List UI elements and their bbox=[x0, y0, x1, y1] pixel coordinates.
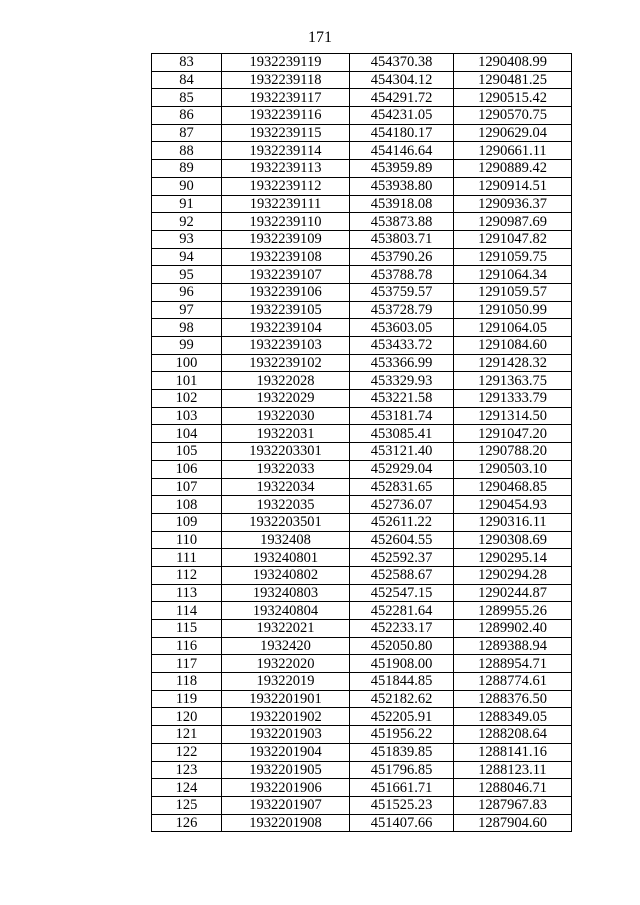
y-coordinate-cell: 1290889.42 bbox=[454, 160, 572, 178]
point-id-cell: 19322030 bbox=[222, 407, 350, 425]
y-coordinate-cell: 1287967.83 bbox=[454, 796, 572, 814]
table-row bbox=[152, 54, 572, 72]
table-row bbox=[152, 496, 572, 514]
point-id-cell: 1932239111 bbox=[222, 195, 350, 213]
point-id-cell: 1932201902 bbox=[222, 708, 350, 726]
x-coordinate-cell: 453121.40 bbox=[350, 443, 454, 461]
y-coordinate-cell: 1289388.94 bbox=[454, 637, 572, 655]
x-coordinate-cell: 453790.26 bbox=[350, 248, 454, 266]
table-row bbox=[152, 779, 572, 797]
x-coordinate-cell: 453959.89 bbox=[350, 160, 454, 178]
table-row bbox=[152, 142, 572, 160]
table-row bbox=[152, 673, 572, 691]
x-coordinate-cell: 451839.85 bbox=[350, 743, 454, 761]
table-row bbox=[152, 230, 572, 248]
y-coordinate-cell: 1290294.28 bbox=[454, 566, 572, 584]
table-row bbox=[152, 726, 572, 744]
x-coordinate-cell: 451956.22 bbox=[350, 726, 454, 744]
table-row bbox=[152, 566, 572, 584]
table-row bbox=[152, 213, 572, 231]
point-number-cell: 110 bbox=[152, 531, 222, 549]
x-coordinate-cell: 453759.57 bbox=[350, 283, 454, 301]
table-row bbox=[152, 124, 572, 142]
x-coordinate-cell: 453181.74 bbox=[350, 407, 454, 425]
table-row bbox=[152, 266, 572, 284]
point-id-cell: 19322020 bbox=[222, 655, 350, 673]
point-id-cell: 1932203301 bbox=[222, 443, 350, 461]
x-coordinate-cell: 453788.78 bbox=[350, 266, 454, 284]
x-coordinate-cell: 452050.80 bbox=[350, 637, 454, 655]
table-row bbox=[152, 425, 572, 443]
y-coordinate-cell: 1290468.85 bbox=[454, 478, 572, 496]
point-id-cell: 1932239117 bbox=[222, 89, 350, 107]
point-number-cell: 124 bbox=[152, 779, 222, 797]
point-number-cell: 120 bbox=[152, 708, 222, 726]
table-row bbox=[152, 478, 572, 496]
point-id-cell: 193240804 bbox=[222, 602, 350, 620]
point-number-cell: 99 bbox=[152, 337, 222, 355]
page-number: 171 bbox=[308, 29, 332, 46]
point-number-cell: 123 bbox=[152, 761, 222, 779]
point-number-cell: 109 bbox=[152, 513, 222, 531]
x-coordinate-cell: 453433.72 bbox=[350, 337, 454, 355]
point-id-cell: 1932203501 bbox=[222, 513, 350, 531]
point-number-cell: 118 bbox=[152, 673, 222, 691]
x-coordinate-cell: 453728.79 bbox=[350, 301, 454, 319]
y-coordinate-cell: 1290661.11 bbox=[454, 142, 572, 160]
x-coordinate-cell: 452547.15 bbox=[350, 584, 454, 602]
table-row bbox=[152, 743, 572, 761]
point-id-cell: 193240801 bbox=[222, 549, 350, 567]
point-id-cell: 1932239103 bbox=[222, 337, 350, 355]
table-body bbox=[152, 54, 572, 832]
y-coordinate-cell: 1291059.75 bbox=[454, 248, 572, 266]
x-coordinate-cell: 453221.58 bbox=[350, 390, 454, 408]
y-coordinate-cell: 1291050.99 bbox=[454, 301, 572, 319]
table-row bbox=[152, 195, 572, 213]
y-coordinate-cell: 1291333.79 bbox=[454, 390, 572, 408]
y-coordinate-cell: 1290788.20 bbox=[454, 443, 572, 461]
point-number-cell: 115 bbox=[152, 620, 222, 638]
x-coordinate-cell: 451844.85 bbox=[350, 673, 454, 691]
table-row bbox=[152, 708, 572, 726]
table-row bbox=[152, 602, 572, 620]
y-coordinate-cell: 1290503.10 bbox=[454, 460, 572, 478]
y-coordinate-cell: 1291064.05 bbox=[454, 319, 572, 337]
point-number-cell: 84 bbox=[152, 71, 222, 89]
point-id-cell: 1932201907 bbox=[222, 796, 350, 814]
y-coordinate-cell: 1290987.69 bbox=[454, 213, 572, 231]
table-row bbox=[152, 443, 572, 461]
point-number-cell: 116 bbox=[152, 637, 222, 655]
table-row bbox=[152, 549, 572, 567]
point-number-cell: 88 bbox=[152, 142, 222, 160]
x-coordinate-cell: 451796.85 bbox=[350, 761, 454, 779]
table-row bbox=[152, 531, 572, 549]
x-coordinate-cell: 451908.00 bbox=[350, 655, 454, 673]
point-number-cell: 87 bbox=[152, 124, 222, 142]
point-id-cell: 19322019 bbox=[222, 673, 350, 691]
y-coordinate-cell: 1290244.87 bbox=[454, 584, 572, 602]
point-id-cell: 1932239116 bbox=[222, 107, 350, 125]
point-id-cell: 19322033 bbox=[222, 460, 350, 478]
point-number-cell: 98 bbox=[152, 319, 222, 337]
point-id-cell: 1932239115 bbox=[222, 124, 350, 142]
y-coordinate-cell: 1288954.71 bbox=[454, 655, 572, 673]
point-number-cell: 100 bbox=[152, 354, 222, 372]
point-id-cell: 1932201901 bbox=[222, 690, 350, 708]
point-number-cell: 119 bbox=[152, 690, 222, 708]
point-number-cell: 103 bbox=[152, 407, 222, 425]
x-coordinate-cell: 452588.67 bbox=[350, 566, 454, 584]
y-coordinate-cell: 1288141.16 bbox=[454, 743, 572, 761]
x-coordinate-cell: 452182.62 bbox=[350, 690, 454, 708]
point-number-cell: 107 bbox=[152, 478, 222, 496]
point-number-cell: 121 bbox=[152, 726, 222, 744]
table-row bbox=[152, 160, 572, 178]
x-coordinate-cell: 454291.72 bbox=[350, 89, 454, 107]
x-coordinate-cell: 452929.04 bbox=[350, 460, 454, 478]
table-row bbox=[152, 71, 572, 89]
table-row bbox=[152, 460, 572, 478]
y-coordinate-cell: 1291314.50 bbox=[454, 407, 572, 425]
point-number-cell: 102 bbox=[152, 390, 222, 408]
table-row bbox=[152, 337, 572, 355]
point-number-cell: 105 bbox=[152, 443, 222, 461]
point-number-cell: 83 bbox=[152, 54, 222, 72]
point-id-cell: 1932239114 bbox=[222, 142, 350, 160]
y-coordinate-cell: 1290481.25 bbox=[454, 71, 572, 89]
point-number-cell: 114 bbox=[152, 602, 222, 620]
y-coordinate-cell: 1290454.93 bbox=[454, 496, 572, 514]
point-id-cell: 1932239107 bbox=[222, 266, 350, 284]
point-number-cell: 90 bbox=[152, 177, 222, 195]
point-number-cell: 86 bbox=[152, 107, 222, 125]
point-number-cell: 125 bbox=[152, 796, 222, 814]
x-coordinate-cell: 453918.08 bbox=[350, 195, 454, 213]
point-id-cell: 1932239104 bbox=[222, 319, 350, 337]
y-coordinate-cell: 1290295.14 bbox=[454, 549, 572, 567]
y-coordinate-cell: 1287904.60 bbox=[454, 814, 572, 832]
x-coordinate-cell: 454370.38 bbox=[350, 54, 454, 72]
x-coordinate-cell: 453085.41 bbox=[350, 425, 454, 443]
point-number-cell: 85 bbox=[152, 89, 222, 107]
y-coordinate-cell: 1290308.69 bbox=[454, 531, 572, 549]
y-coordinate-cell: 1290316.11 bbox=[454, 513, 572, 531]
x-coordinate-cell: 453803.71 bbox=[350, 230, 454, 248]
point-number-cell: 91 bbox=[152, 195, 222, 213]
table-row bbox=[152, 354, 572, 372]
y-coordinate-cell: 1290629.04 bbox=[454, 124, 572, 142]
x-coordinate-cell: 453329.93 bbox=[350, 372, 454, 390]
x-coordinate-cell: 451661.71 bbox=[350, 779, 454, 797]
x-coordinate-cell: 452611.22 bbox=[350, 513, 454, 531]
table-row bbox=[152, 584, 572, 602]
y-coordinate-cell: 1291363.75 bbox=[454, 372, 572, 390]
table-row bbox=[152, 248, 572, 266]
x-coordinate-cell: 451407.66 bbox=[350, 814, 454, 832]
point-id-cell: 19322031 bbox=[222, 425, 350, 443]
y-coordinate-cell: 1291428.32 bbox=[454, 354, 572, 372]
y-coordinate-cell: 1288774.61 bbox=[454, 673, 572, 691]
point-id-cell: 19322029 bbox=[222, 390, 350, 408]
y-coordinate-cell: 1291047.20 bbox=[454, 425, 572, 443]
y-coordinate-cell: 1290936.37 bbox=[454, 195, 572, 213]
y-coordinate-cell: 1290408.99 bbox=[454, 54, 572, 72]
point-number-cell: 113 bbox=[152, 584, 222, 602]
table-row bbox=[152, 620, 572, 638]
x-coordinate-cell: 453938.80 bbox=[350, 177, 454, 195]
y-coordinate-cell: 1288208.64 bbox=[454, 726, 572, 744]
point-number-cell: 117 bbox=[152, 655, 222, 673]
point-id-cell: 1932201908 bbox=[222, 814, 350, 832]
y-coordinate-cell: 1288123.11 bbox=[454, 761, 572, 779]
x-coordinate-cell: 453366.99 bbox=[350, 354, 454, 372]
point-id-cell: 1932239110 bbox=[222, 213, 350, 231]
point-id-cell: 1932239113 bbox=[222, 160, 350, 178]
point-id-cell: 1932239112 bbox=[222, 177, 350, 195]
y-coordinate-cell: 1290914.51 bbox=[454, 177, 572, 195]
point-id-cell: 1932420 bbox=[222, 637, 350, 655]
table-row bbox=[152, 177, 572, 195]
point-number-cell: 94 bbox=[152, 248, 222, 266]
point-id-cell: 1932201905 bbox=[222, 761, 350, 779]
point-id-cell: 19322028 bbox=[222, 372, 350, 390]
x-coordinate-cell: 452592.37 bbox=[350, 549, 454, 567]
point-number-cell: 95 bbox=[152, 266, 222, 284]
x-coordinate-cell: 454304.12 bbox=[350, 71, 454, 89]
x-coordinate-cell: 451525.23 bbox=[350, 796, 454, 814]
point-number-cell: 126 bbox=[152, 814, 222, 832]
table-row bbox=[152, 319, 572, 337]
y-coordinate-cell: 1291084.60 bbox=[454, 337, 572, 355]
x-coordinate-cell: 452736.07 bbox=[350, 496, 454, 514]
table-row bbox=[152, 690, 572, 708]
point-number-cell: 104 bbox=[152, 425, 222, 443]
point-number-cell: 106 bbox=[152, 460, 222, 478]
x-coordinate-cell: 452604.55 bbox=[350, 531, 454, 549]
point-id-cell: 19322034 bbox=[222, 478, 350, 496]
table-row bbox=[152, 637, 572, 655]
x-coordinate-cell: 452233.17 bbox=[350, 620, 454, 638]
point-id-cell: 1932239108 bbox=[222, 248, 350, 266]
point-id-cell: 1932239102 bbox=[222, 354, 350, 372]
point-number-cell: 122 bbox=[152, 743, 222, 761]
table-row bbox=[152, 283, 572, 301]
table-row bbox=[152, 796, 572, 814]
y-coordinate-cell: 1288046.71 bbox=[454, 779, 572, 797]
point-id-cell: 1932201906 bbox=[222, 779, 350, 797]
table-row bbox=[152, 301, 572, 319]
point-id-cell: 1932239105 bbox=[222, 301, 350, 319]
point-number-cell: 97 bbox=[152, 301, 222, 319]
table-row bbox=[152, 89, 572, 107]
table-row bbox=[152, 513, 572, 531]
y-coordinate-cell: 1289902.40 bbox=[454, 620, 572, 638]
table-row bbox=[152, 107, 572, 125]
point-id-cell: 1932201904 bbox=[222, 743, 350, 761]
point-id-cell: 19322021 bbox=[222, 620, 350, 638]
point-number-cell: 92 bbox=[152, 213, 222, 231]
point-number-cell: 96 bbox=[152, 283, 222, 301]
y-coordinate-cell: 1288376.50 bbox=[454, 690, 572, 708]
y-coordinate-cell: 1291047.82 bbox=[454, 230, 572, 248]
point-id-cell: 1932239106 bbox=[222, 283, 350, 301]
point-number-cell: 93 bbox=[152, 230, 222, 248]
point-number-cell: 112 bbox=[152, 566, 222, 584]
x-coordinate-cell: 452205.91 bbox=[350, 708, 454, 726]
table-row bbox=[152, 372, 572, 390]
coordinates-table bbox=[151, 53, 572, 832]
x-coordinate-cell: 454231.05 bbox=[350, 107, 454, 125]
point-number-cell: 111 bbox=[152, 549, 222, 567]
point-id-cell: 1932239118 bbox=[222, 71, 350, 89]
x-coordinate-cell: 452281.64 bbox=[350, 602, 454, 620]
y-coordinate-cell: 1291064.34 bbox=[454, 266, 572, 284]
point-id-cell: 193240802 bbox=[222, 566, 350, 584]
y-coordinate-cell: 1289955.26 bbox=[454, 602, 572, 620]
table-row bbox=[152, 814, 572, 832]
table-row bbox=[152, 390, 572, 408]
y-coordinate-cell: 1291059.57 bbox=[454, 283, 572, 301]
x-coordinate-cell: 454146.64 bbox=[350, 142, 454, 160]
x-coordinate-cell: 452831.65 bbox=[350, 478, 454, 496]
point-id-cell: 1932239119 bbox=[222, 54, 350, 72]
point-id-cell: 1932408 bbox=[222, 531, 350, 549]
y-coordinate-cell: 1288349.05 bbox=[454, 708, 572, 726]
point-number-cell: 101 bbox=[152, 372, 222, 390]
table-row bbox=[152, 761, 572, 779]
point-id-cell: 193240803 bbox=[222, 584, 350, 602]
x-coordinate-cell: 453873.88 bbox=[350, 213, 454, 231]
point-number-cell: 108 bbox=[152, 496, 222, 514]
point-id-cell: 19322035 bbox=[222, 496, 350, 514]
point-id-cell: 1932201903 bbox=[222, 726, 350, 744]
table-row bbox=[152, 407, 572, 425]
x-coordinate-cell: 453603.05 bbox=[350, 319, 454, 337]
point-number-cell: 89 bbox=[152, 160, 222, 178]
y-coordinate-cell: 1290515.42 bbox=[454, 89, 572, 107]
table-row bbox=[152, 655, 572, 673]
y-coordinate-cell: 1290570.75 bbox=[454, 107, 572, 125]
x-coordinate-cell: 454180.17 bbox=[350, 124, 454, 142]
point-id-cell: 1932239109 bbox=[222, 230, 350, 248]
